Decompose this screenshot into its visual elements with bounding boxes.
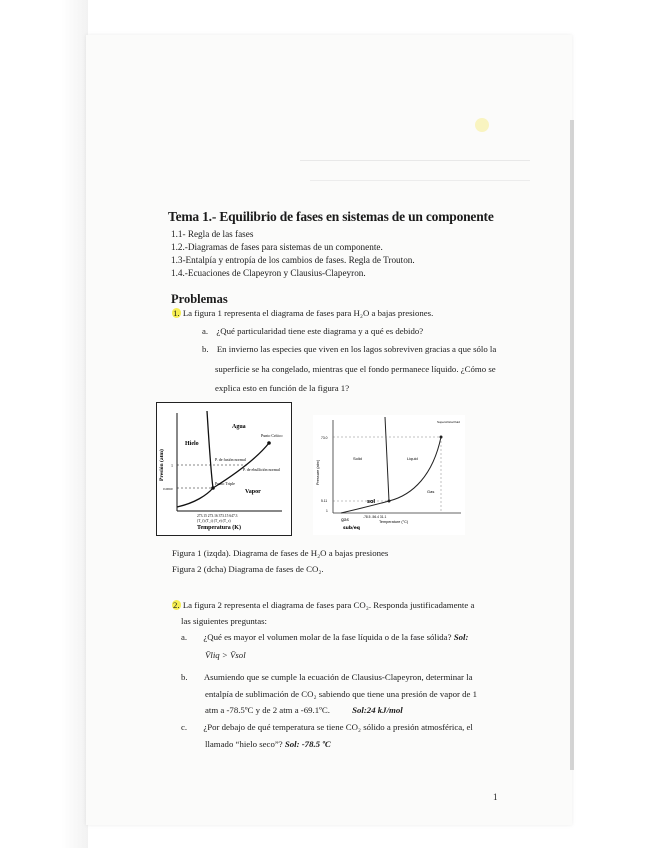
label-gas: Gas <box>427 489 435 494</box>
page-title: Tema 1.- Equilibrio de fases en sistemas de un componente <box>168 209 494 224</box>
handwritten-annotation: gas <box>341 518 349 523</box>
problem-1b <box>202 344 496 354</box>
figure-2 <box>313 415 465 535</box>
problem-2-line2: las siguientes preguntas: <box>181 616 267 626</box>
problem-2-statement <box>172 600 474 610</box>
figure-1-xlabel: Temperatura (K) <box>197 525 241 531</box>
item-text: ¿Por debajo de qué temperatura se tiene CO₂ sólido a presión atmosférica, el <box>203 722 473 732</box>
figure-1-ylabel: Presión (atm) <box>159 449 165 481</box>
problem-2b <box>181 672 473 682</box>
problem-text: La figura 1 representa el diagrama de fases para H₂O a bajas presiones. <box>182 308 434 318</box>
item-label: b. <box>202 344 209 354</box>
bleed-through <box>300 140 540 200</box>
problem-1a <box>202 326 423 336</box>
caption-figure-2: Figura 2 (dcha) Diagrama de fases de CO₂. <box>172 564 324 574</box>
item-text: En invierno las especies que viven en los lagos sobreviven gracias a que sólo la <box>216 344 497 354</box>
figure-1 <box>156 402 292 536</box>
solution: Sol: <box>453 632 469 642</box>
item-text: llamado “hielo seco”? <box>205 739 283 749</box>
item-text: Asumiendo que se cumple la ecuación de Clausius-Clapeyron, determinar la <box>203 672 473 682</box>
toc-item: 1.2.-Diagramas de fases para sistemas de un componente. <box>171 242 383 252</box>
problem-1b-line3: explica esto en función de la figura 1? <box>215 383 350 393</box>
problem-number: 2. <box>173 600 180 610</box>
handwritten-annotation: sol <box>367 499 376 505</box>
page-number: 1 <box>493 792 498 802</box>
item-text: atm a -78.5ºC y de 2 atm a -69.1ºC. <box>205 705 330 715</box>
problem-text: La figura 2 representa el diagrama de fases para CO₂. Responda justificadamente a <box>182 600 475 610</box>
scan-background <box>0 0 88 848</box>
figure-2-xlabel: Temperature (°C) <box>379 520 409 524</box>
figure-2-ylabel: Pressure (atm) <box>316 459 320 485</box>
solution: Sol:24 kJ/mol <box>352 705 403 715</box>
figure-1-plot <box>157 403 291 535</box>
y-tick: 1 <box>326 509 328 513</box>
figure-2-plot <box>313 415 465 535</box>
handwritten-annotation: sub/eq <box>343 526 361 531</box>
problems-heading: Problemas <box>171 292 228 306</box>
problem-2c <box>181 722 473 732</box>
caption-figure-1: Figura 1 (izqda). Diagrama de fases de H₂O a bajas presiones <box>172 548 389 558</box>
label-agua: Agua <box>232 424 246 430</box>
problem-2b-line2: entalpía de sublimación de CO₂ sabiendo que tiene una presión de vapor de 1 <box>205 689 478 699</box>
problem-2c-line2 <box>205 739 331 749</box>
label-hielo: Hielo <box>185 441 199 447</box>
problem-1-statement <box>172 308 433 318</box>
toc-item: 1.4.-Ecuaciones de Clapeyron y Clausius-Clapeyron. <box>171 268 366 278</box>
x-ticks: -78.5 -56.4 31.1 <box>363 515 387 519</box>
item-text: ¿Qué particularidad tiene este diagrama y a qué es debido? <box>216 326 424 336</box>
label-punto-critico: Punto Crítico <box>261 433 283 438</box>
label-solid: Solid <box>353 456 362 461</box>
toc-item: 1.1- Regla de las fases <box>171 229 254 239</box>
label-vapor: Vapor <box>245 489 261 495</box>
y-tick: 5.11 <box>321 499 328 503</box>
label-ebullicion: P. de ebullición normal <box>243 467 280 472</box>
item-label: a. <box>202 326 209 336</box>
toc-item: 1.3-Entalpía y entropía de los cambios de fases. Regla de Trouton. <box>171 255 415 265</box>
label-supercritical: Supercritical fluid <box>437 420 460 424</box>
label-punto-triple: Punto Triple <box>215 481 235 486</box>
page-edge <box>570 120 574 770</box>
label-fusion: P. de fusión normal <box>215 457 246 462</box>
problem-number: 1. <box>173 308 180 318</box>
item-label: b. <box>181 672 188 682</box>
item-text: ¿Qué es mayor el volumen molar de la fase líquida o de la fase sólida? <box>203 632 452 642</box>
label-liquid: Liquid <box>407 456 418 461</box>
problem-2a <box>181 632 468 642</box>
item-label: c. <box>181 722 188 732</box>
x-ticks-sub: (T_f) (T_t) (T_e) (T_c) <box>197 519 231 523</box>
item-label: a. <box>181 632 188 642</box>
x-ticks: 273.15 273.16 373.15 647.3 <box>197 514 238 518</box>
problem-2b-line3 <box>205 705 403 715</box>
y-tick: 0.0060 <box>163 487 173 491</box>
y-tick: 1 <box>171 463 173 468</box>
problem-2a-formula: V̄liq > V̄sol <box>205 650 246 660</box>
problem-1b-line2: superficie se ha congelado, mientras que el fondo permanece líquido. ¿Cómo se <box>215 364 496 374</box>
solution: Sol: -78.5 ºC <box>284 739 331 749</box>
y-tick: 73.0 <box>321 436 328 440</box>
